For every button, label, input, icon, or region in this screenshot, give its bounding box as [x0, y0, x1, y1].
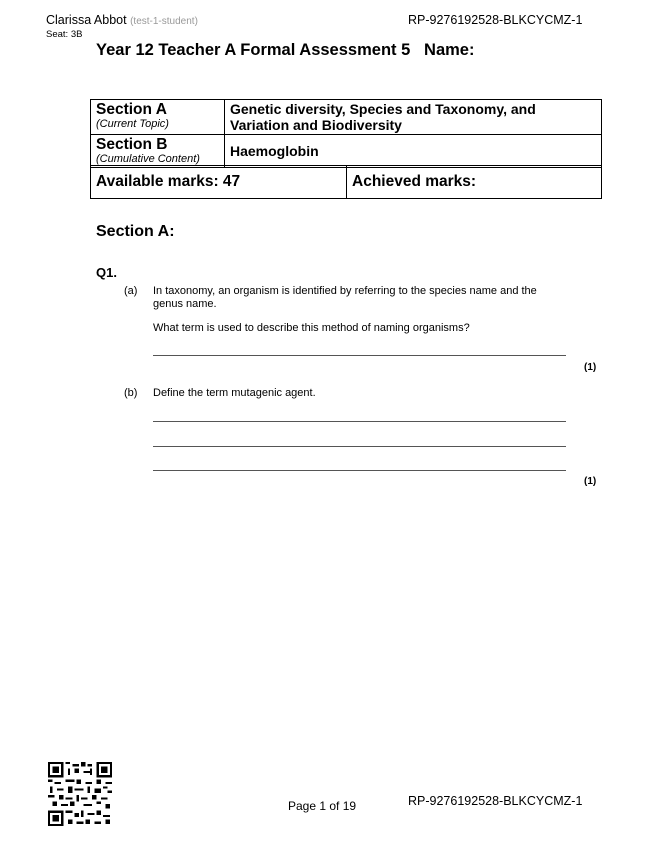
reference-code-top: RP-9276192528-BLKCYCMZ-1 [408, 13, 583, 27]
answer-line-a1[interactable] [153, 355, 566, 356]
achieved-marks: Achieved marks: [347, 166, 602, 199]
marks-table [90, 165, 602, 199]
section-b-name: Section B [96, 136, 168, 153]
section-a-topic-cell [225, 100, 602, 135]
part-a-label: (a) [124, 285, 138, 297]
section-a-topic-line2: Variation and Biodiversity [230, 117, 402, 133]
section-b-topic-cell [225, 135, 602, 168]
answer-line-b3[interactable] [153, 470, 566, 471]
student-name-line [46, 13, 198, 27]
sections-table [90, 99, 602, 168]
section-b-topic: Haemoglobin [230, 143, 319, 159]
section-heading: Section A: [96, 223, 175, 240]
part-b-label: (b) [124, 387, 138, 399]
student-name: Clarissa Abbot [46, 13, 127, 27]
section-a-row [91, 100, 602, 135]
part-a-text [153, 285, 573, 310]
part-a-marks: (1) [584, 362, 597, 373]
section-b-row [91, 135, 602, 168]
available-marks: Available marks: 47 [91, 166, 347, 199]
section-a-cell [91, 100, 225, 135]
answer-line-b2[interactable] [153, 446, 566, 447]
question-number: Q1. [96, 265, 117, 280]
section-a-name: Section A [96, 101, 167, 118]
seat-label: Seat: 3B [46, 29, 83, 40]
section-a-sub: (Current Topic) [96, 118, 169, 130]
student-id: (test-1-student) [130, 16, 198, 27]
answer-line-b1[interactable] [153, 421, 566, 422]
section-a-topic-line1: Genetic diversity, Species and Taxonomy, and [230, 101, 536, 117]
page-number: Page 1 of 19 [288, 799, 357, 813]
part-a-text-line2: genus name. [153, 297, 217, 310]
reference-code-bottom: RP-9276192528-BLKCYCMZ-1 [408, 794, 583, 808]
section-b-cell [91, 135, 225, 168]
part-a-text-line1: In taxonomy, an organism is identified by referring to the species name and the [153, 285, 537, 297]
part-b-marks: (1) [584, 476, 597, 487]
section-b-sub: (Cumulative Content) [96, 153, 200, 165]
part-a-prompt: What term is used to describe this method of naming organisms? [153, 322, 470, 334]
page-title: Year 12 Teacher A Formal Assessment 5 Name: [96, 41, 475, 59]
part-b-text: Define the term mutagenic agent. [153, 387, 316, 399]
qr-code-icon [48, 762, 112, 826]
